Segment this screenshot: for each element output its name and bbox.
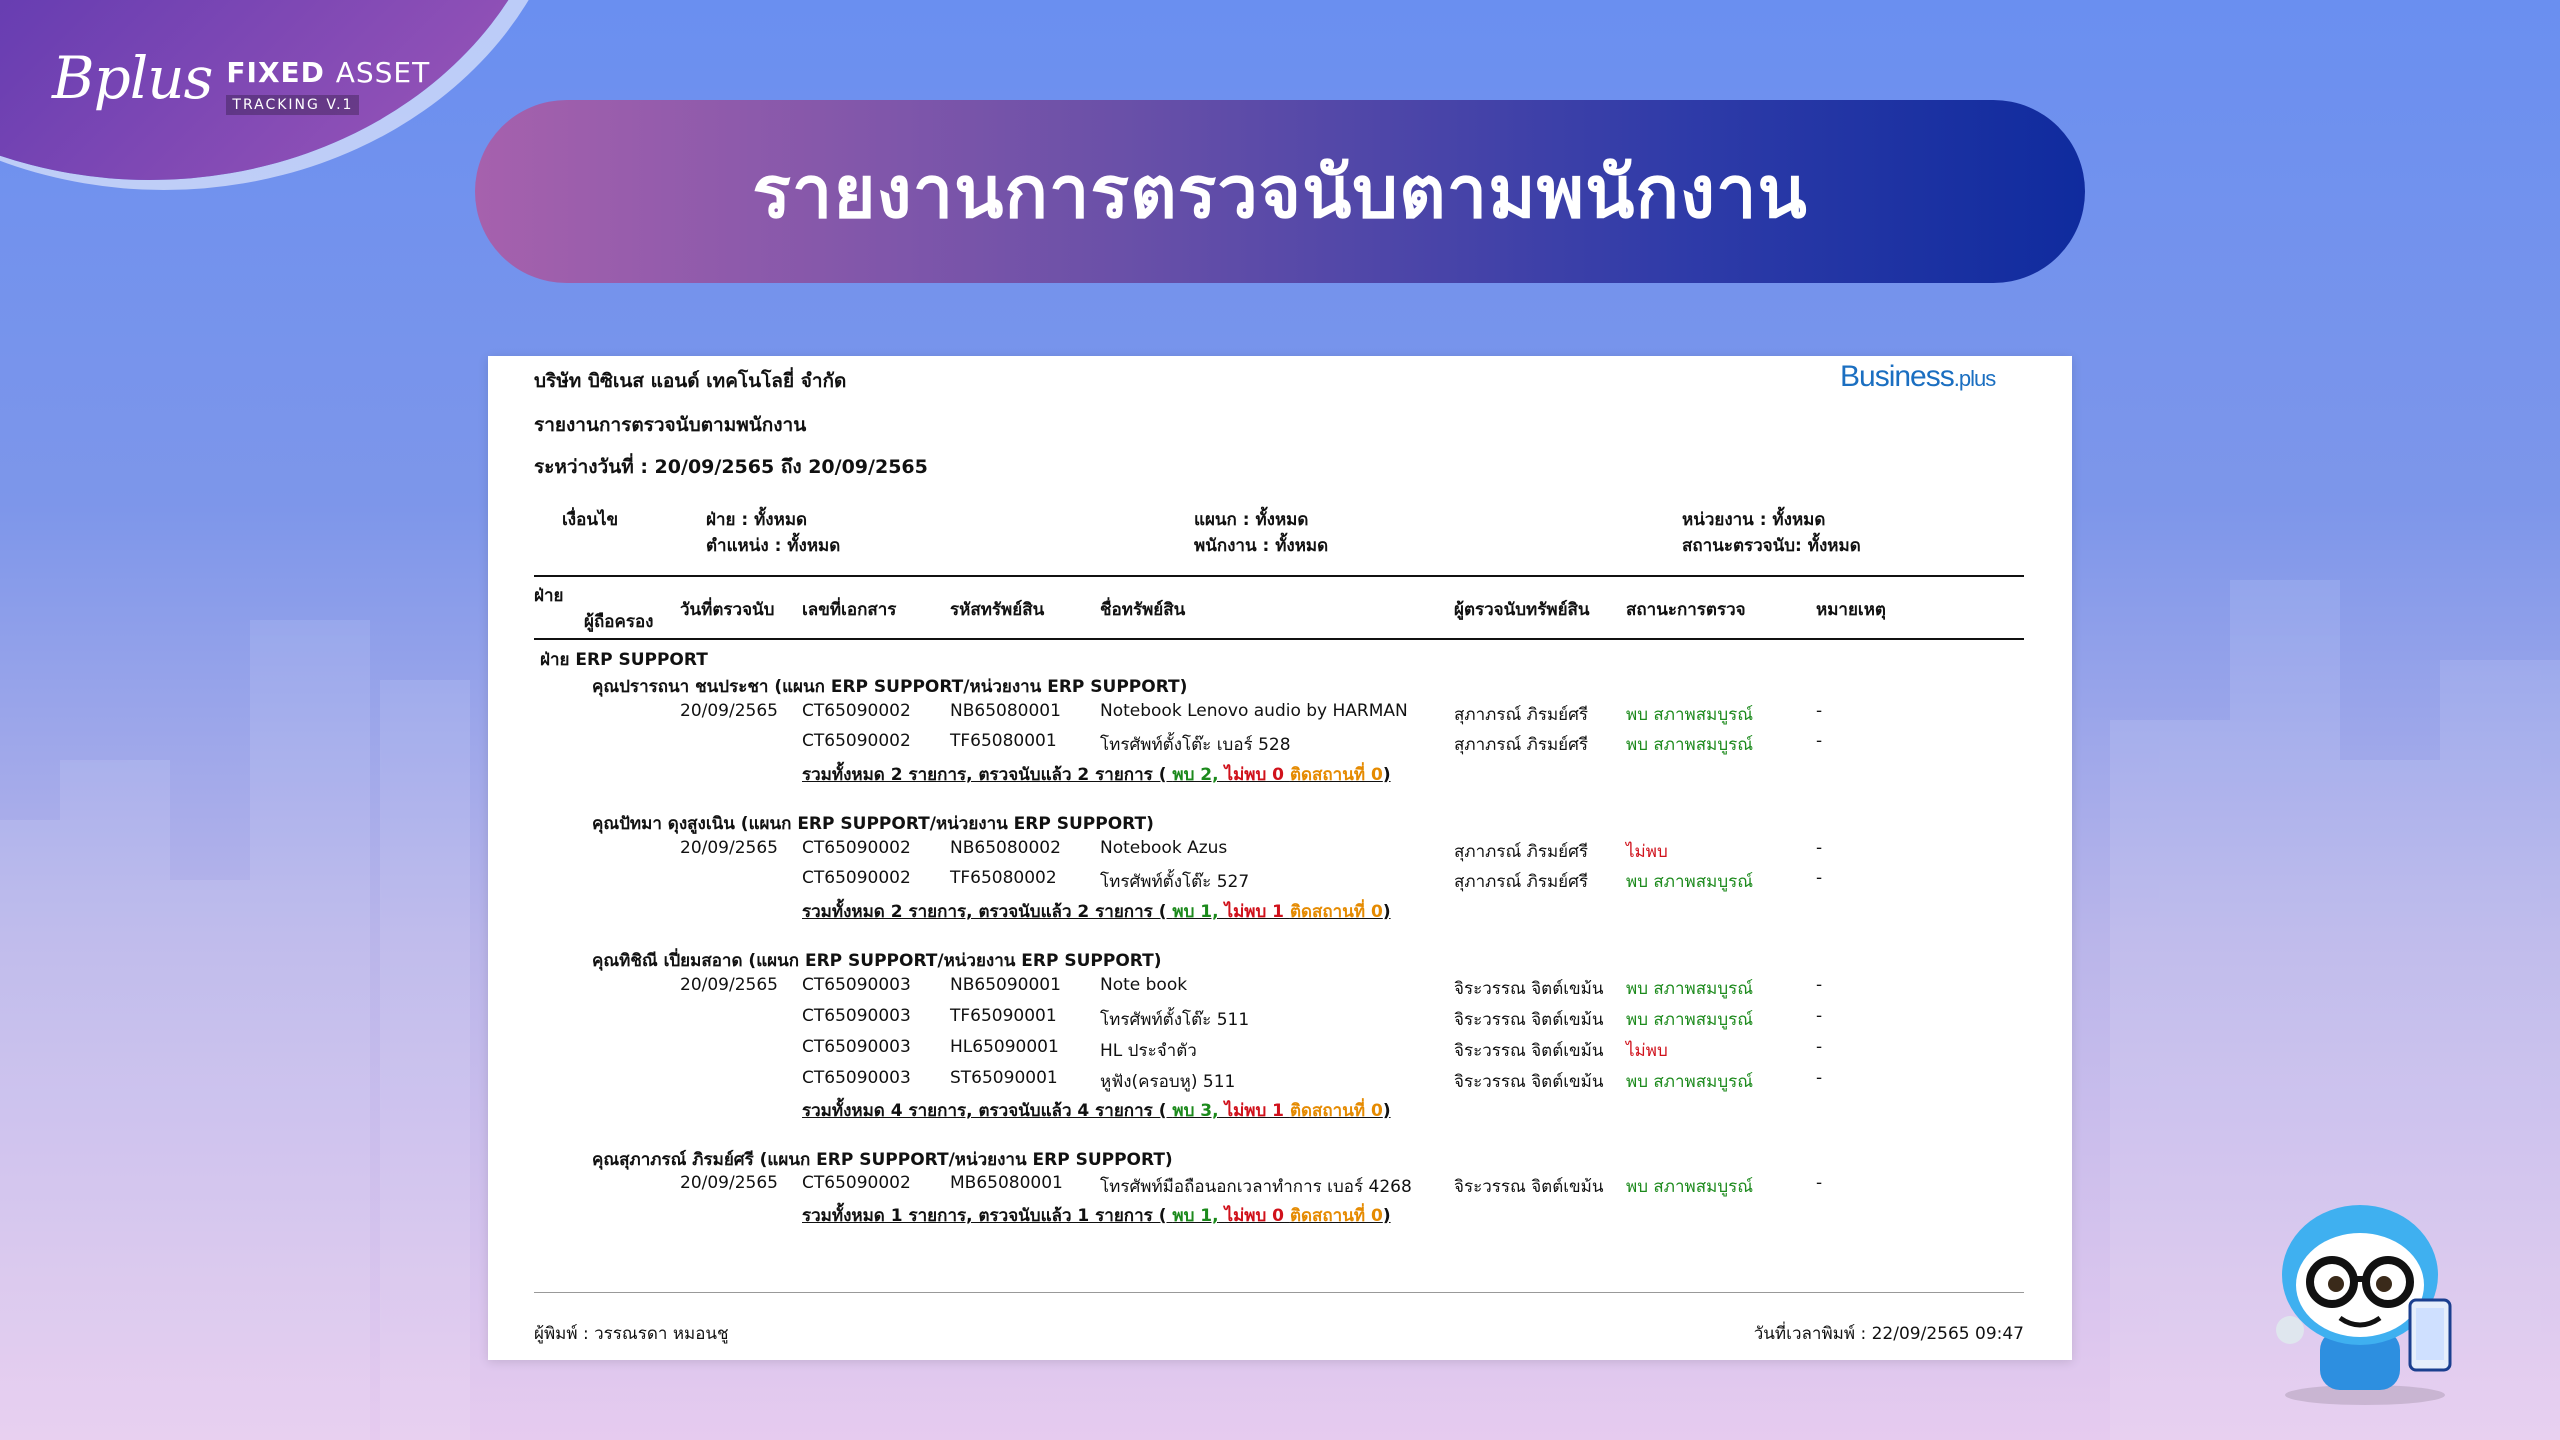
cell-name: โทรศัพท์มือถือนอกเวลาทำการ เบอร์ 4268: [1100, 1177, 1412, 1197]
company-name: บริษัท บิซิเนส แอนด์ เทคโนโลยี่ จำกัด: [534, 370, 847, 392]
cell-doc: CT65090002: [802, 701, 911, 721]
cell-note: -: [1816, 868, 1823, 888]
cell-date: 20/09/2565: [680, 975, 778, 995]
condition-position: ตำแหน่ง : ทั้งหมด: [706, 536, 841, 556]
cell-code: MB65080001: [950, 1173, 1063, 1193]
group-summary: รวมทั้งหมด 2 รายการ, ตรวจนับแล้ว 2 รายการ ( พบ 2, ไม่พบ 0 ติดสถานที่ 0): [802, 765, 1391, 785]
cell-code: NB65090001: [950, 975, 1061, 995]
cell-name: โทรศัพท์ตั้งโต๊ะ เบอร์ 528: [1100, 735, 1291, 755]
group-summary: รวมทั้งหมด 2 รายการ, ตรวจนับแล้ว 2 รายการ ( พบ 1, ไม่พบ 1 ติดสถานที่ 0): [802, 902, 1391, 922]
col-name: ชื่อทรัพย์สิน: [1100, 600, 1186, 620]
col-holder: ผู้ถือครอง: [584, 612, 654, 632]
cell-code: TF65090001: [950, 1006, 1057, 1026]
cell-name: HL ประจำตัว: [1100, 1041, 1197, 1061]
brand-title: FIXED ASSET: [226, 56, 431, 89]
brand-logo: [52, 46, 430, 115]
col-doc: เลขที่เอกสาร: [802, 600, 897, 620]
printer-name: ผู้พิมพ์ : วรรณรดา หมอนชู: [534, 1324, 729, 1344]
printed-at: วันที่เวลาพิมพ์ : 22/09/2565 09:47: [1753, 1324, 2024, 1344]
cell-name: Notebook Lenovo audio by HARMAN: [1100, 701, 1408, 721]
cell-status: พบ สภาพสมบูรณ์: [1626, 1177, 1754, 1197]
report-title: รายงานการตรวจนับตามพนักงาน: [534, 414, 807, 436]
col-note: หมายเหตุ: [1816, 600, 1886, 620]
group-title: คุณสุภาภรณ์ ภิรมย์ศรี (แผนก ERP SUPPORT/หน่วยงาน ERP SUPPORT): [592, 1150, 1173, 1170]
col-code: รหัสทรัพย์สิน: [950, 600, 1045, 620]
cell-note: -: [1816, 1037, 1823, 1057]
cell-doc: CT65090002: [802, 1173, 911, 1193]
cell-note: -: [1816, 1068, 1823, 1088]
cell-checker: สุภาภรณ์ ภิรมย์ศรี: [1454, 872, 1589, 892]
cell-status: ไม่พบ: [1626, 1041, 1668, 1061]
cell-code: NB65080002: [950, 838, 1061, 858]
cell-status: พบ สภาพสมบูรณ์: [1626, 979, 1754, 999]
group-title: คุณปัทมา ดุงสูงเนิน (แผนก ERP SUPPORT/หน่วยงาน ERP SUPPORT): [592, 814, 1154, 834]
condition-division: ฝ่าย : ทั้งหมด: [706, 510, 808, 530]
cell-note: -: [1816, 1006, 1823, 1026]
title-banner: [475, 100, 2085, 283]
header-top-rule: [534, 575, 2024, 577]
condition-status: สถานะตรวจนับ: ทั้งหมด: [1682, 536, 1861, 556]
division-title: ฝ่าย ERP SUPPORT: [540, 650, 708, 670]
cell-note: -: [1816, 838, 1823, 858]
cell-name: โทรศัพท์ตั้งโต๊ะ 511: [1100, 1010, 1250, 1030]
cell-note: -: [1816, 731, 1823, 751]
group-summary: รวมทั้งหมด 1 รายการ, ตรวจนับแล้ว 1 รายการ ( พบ 1, ไม่พบ 0 ติดสถานที่ 0): [802, 1206, 1391, 1226]
cell-code: NB65080001: [950, 701, 1061, 721]
cell-date: 20/09/2565: [680, 838, 778, 858]
cell-status: พบ สภาพสมบูรณ์: [1626, 872, 1754, 892]
cell-name: หูฟัง(ครอบหู) 511: [1100, 1072, 1236, 1092]
cell-checker: สุภาภรณ์ ภิรมย์ศรี: [1454, 735, 1589, 755]
cell-checker: สุภาภรณ์ ภิรมย์ศรี: [1454, 842, 1589, 862]
cell-checker: จิระวรรณ จิตต์เขม้น: [1454, 1010, 1604, 1030]
cell-status: ไม่พบ: [1626, 842, 1668, 862]
cell-doc: CT65090002: [802, 868, 911, 888]
col-checker: ผู้ตรวจนับทรัพย์สิน: [1454, 600, 1590, 620]
brand-subtitle: TRACKING V.1: [226, 95, 359, 115]
conditions-label: เงื่อนไข: [562, 510, 619, 530]
cell-checker: จิระวรรณ จิตต์เขม้น: [1454, 1177, 1604, 1197]
col-date: วันที่ตรวจนับ: [680, 600, 775, 620]
cell-checker: จิระวรรณ จิตต์เขม้น: [1454, 1041, 1604, 1061]
cell-checker: จิระวรรณ จิตต์เขม้น: [1454, 979, 1604, 999]
col-division: ฝ่าย: [534, 586, 564, 606]
report-sheet: [488, 356, 2072, 1360]
cell-code: TF65080001: [950, 731, 1057, 751]
cell-status: พบ สภาพสมบูรณ์: [1626, 735, 1754, 755]
condition-department: แผนก : ทั้งหมด: [1194, 510, 1309, 530]
condition-employee: พนักงาน : ทั้งหมด: [1194, 536, 1329, 556]
cell-name: โทรศัพท์ตั้งโต๊ะ 527: [1100, 872, 1250, 892]
col-status: สถานะการตรวจ: [1626, 600, 1746, 620]
cell-doc: CT65090002: [802, 838, 911, 858]
banner-title: รายงานการตรวจนับตามพนักงาน: [752, 150, 1808, 234]
group-title: คุณปรารถนา ชนประชา (แผนก ERP SUPPORT/หน่วยงาน ERP SUPPORT): [592, 677, 1188, 697]
business-plus-logo: Business.plus: [1840, 360, 1996, 393]
cell-name: Note book: [1100, 975, 1188, 995]
condition-unit: หน่วยงาน : ทั้งหมด: [1682, 510, 1826, 530]
cell-name: Notebook Azus: [1100, 838, 1228, 858]
report-date-range: ระหว่างวันที่ : 20/09/2565 ถึง 20/09/2565: [534, 456, 928, 478]
cell-code: ST65090001: [950, 1068, 1058, 1088]
cell-note: -: [1816, 1173, 1823, 1193]
cell-note: -: [1816, 975, 1823, 995]
cell-status: พบ สภาพสมบูรณ์: [1626, 1072, 1754, 1092]
group-title: คุณทิชิณี เปี่ยมสอาด (แผนก ERP SUPPORT/หน่วยงาน ERP SUPPORT): [592, 951, 1162, 971]
header-bottom-rule: [534, 638, 2024, 640]
brand-script-text: Bplus: [52, 44, 213, 112]
cell-code: HL65090001: [950, 1037, 1059, 1057]
cell-doc: CT65090003: [802, 1068, 911, 1088]
cell-doc: CT65090003: [802, 1006, 911, 1026]
mascot-icon: [2260, 1190, 2470, 1410]
cell-doc: CT65090003: [802, 975, 911, 995]
cell-doc: CT65090002: [802, 731, 911, 751]
cell-date: 20/09/2565: [680, 1173, 778, 1193]
cell-checker: สุภาภรณ์ ภิรมย์ศรี: [1454, 705, 1589, 725]
cell-checker: จิระวรรณ จิตต์เขม้น: [1454, 1072, 1604, 1092]
cell-date: 20/09/2565: [680, 701, 778, 721]
cell-status: พบ สภาพสมบูรณ์: [1626, 705, 1754, 725]
cell-note: -: [1816, 701, 1823, 721]
cell-code: TF65080002: [950, 868, 1057, 888]
cell-doc: CT65090003: [802, 1037, 911, 1057]
footer-rule: [534, 1292, 2024, 1293]
cell-status: พบ สภาพสมบูรณ์: [1626, 1010, 1754, 1030]
group-summary: รวมทั้งหมด 4 รายการ, ตรวจนับแล้ว 4 รายการ ( พบ 3, ไม่พบ 1 ติดสถานที่ 0): [802, 1101, 1391, 1121]
